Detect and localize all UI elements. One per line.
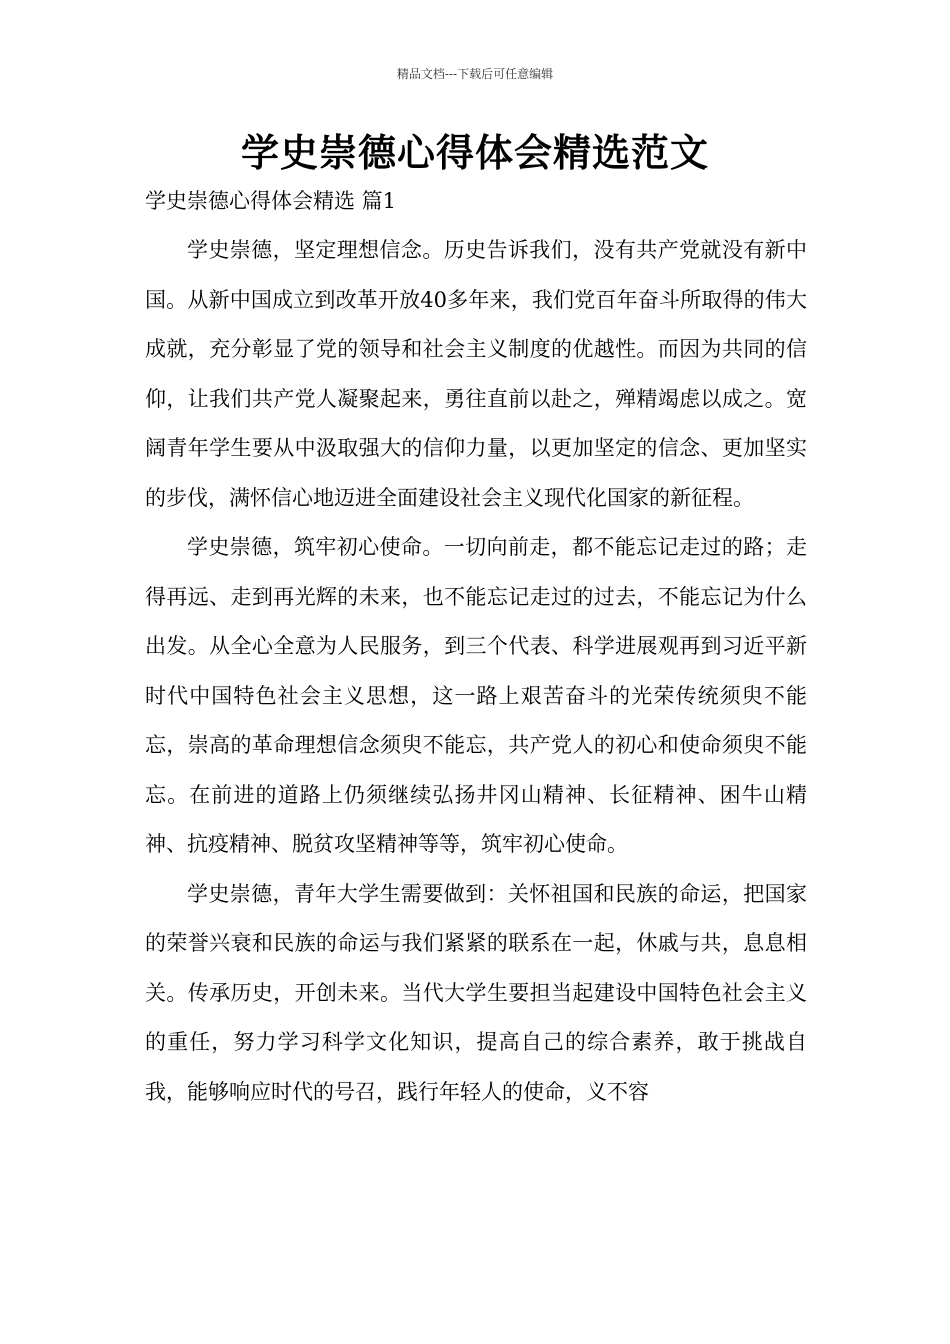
document-body	[145, 226, 807, 1117]
section-heading: 学史崇德心得体会精选 篇1	[145, 189, 397, 213]
paragraph-3: 学史崇德，青年大学生需要做到：关怀祖国和民族的命运，把国家的荣誉兴衰和民族的命运与我们紧紧的联系在一起，休戚与共，息息相关。传承历史，开创未来。当代大学生要担当起建设中国特色社会主义的重任，努力学习科学文化知识，提高自己的综合素养，敢于挑战自我，能够响应时代的号召，践行年轻人的使命，义不容	[145, 881, 807, 1104]
header-note: 精品文档---下载后可任意编辑	[396, 67, 554, 81]
paragraph-1: 学史崇德，坚定理想信念。历史告诉我们，没有共产党就没有新中国。从新中国成立到改革开放40多年来，我们党百年奋斗所取得的伟大成就，充分彰显了党的领导和社会主义制度的优越性。而因为共同的信仰，让我们共产党人凝聚起来，勇往直前以赴之，殚精竭虑以成之。宽阔青年学生要从中汲取强大的信仰力量，以更加坚定的信念、更加坚实的步伐，满怀信心地迈进全面建设社会主义现代化国家的新征程。	[145, 238, 807, 510]
paragraph-2: 学史崇德，筑牢初心使命。一切向前走，都不能忘记走过的路；走得再远、走到再光辉的未来，也不能忘记走过的过去，不能忘记为什么出发。从全心全意为人民服务，到三个代表、科学进展观再到习近平新时代中国特色社会主义思想，这一路上艰苦奋斗的光荣传统须臾不能忘，崇高的革命理想信念须臾不能忘，共产党人的初心和使命须臾不能忘。在前进的道路上仍须继续弘扬井冈山精神、长征精神、困牛山精神、抗疫精神、脱贫攻坚精神等等，筑牢初心使命。	[145, 535, 807, 856]
document-title: 学史崇德心得体会精选范文	[240, 130, 709, 175]
